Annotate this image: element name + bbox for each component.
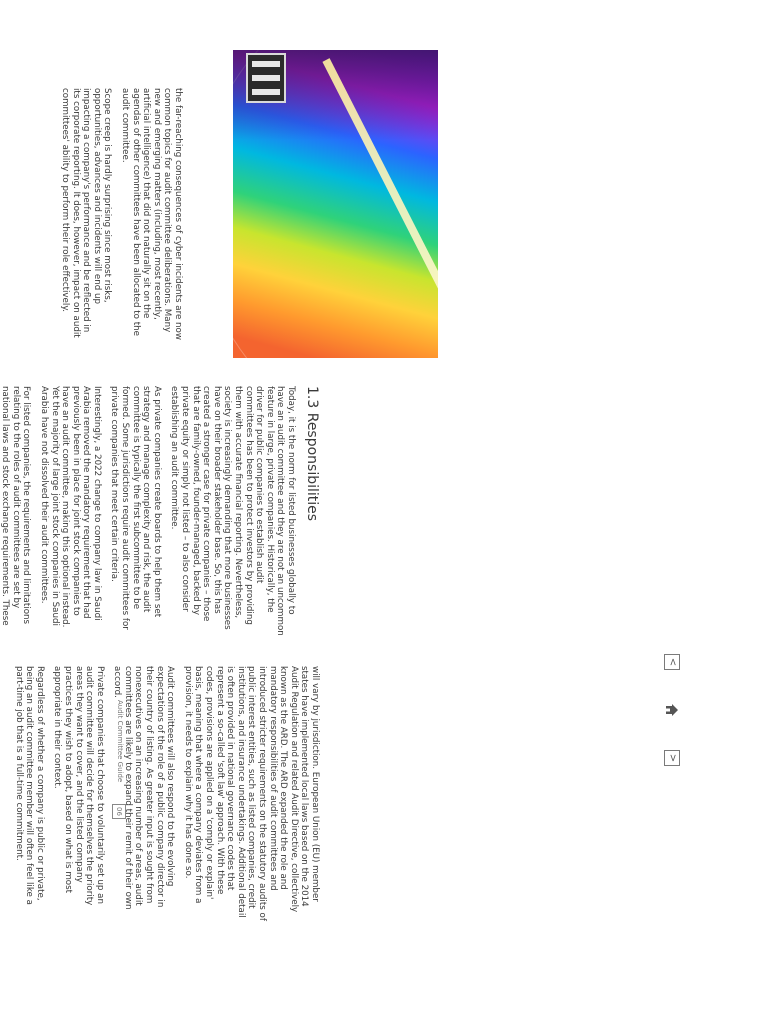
text-column-1 [52, 88, 183, 344]
text-column-3 [6, 666, 320, 921]
paragraph: For listed companies, the requirements and limitations relating to the roles of audit committees are set by national laws and stock exchange requirements. These [0, 386, 32, 626]
text-column-2 [0, 386, 320, 636]
footer-label: Audit Committee Guide [116, 700, 124, 783]
paragraph: As private companies create boards to help them set strategy and manage complexity and risk, the audit committee is typically the first subcommittee to be formed. Some jurisdictions require audit committees for private companies that meet certain criteria. [109, 386, 162, 630]
photo-window [246, 53, 286, 103]
chevron-left-icon: < [667, 657, 678, 667]
home-button[interactable] [664, 702, 680, 718]
paragraph: will vary by jurisdiction. European Union (EU) member states have implemented local laws based on the 2014 Audit Regulation and related Audit Directive, collectively known as the ARD. The ARD expanded the role and mandatory responsibilities of audit committees and introduced stricter requirements on the statutory audits of public interest entities, such as listed companies, credit institutions, and insurance undertakings. Additional detail is often provided in national governance codes that represent a so-called 'soft law' approach. With these codes, provisions are applied on a 'comply or explain' basis, meaning that where a company deviates from a provision, it needs to explain why it has done so. [182, 666, 320, 921]
paragraph: Regardless of whether a company is public or private, being an audit committee member will often feel like a part-time job that is a full-time commitment. [13, 666, 45, 905]
page-number: 06 [112, 804, 126, 819]
paragraph: Interestingly, a 2022 change to company law in Saudi Arabia removed the mandatory requirement that had previously been in place for joint stock companies to have an audit committee, making this optional instead. Yet the majority of large joint stock companies in Saudi Arabia have not dissolved their audit committees. [38, 386, 102, 628]
section-heading: 1.3 Responsibilities [304, 386, 320, 522]
paragraph: the far-reaching consequences of cyber incidents are now common topics for audit committee deliberations. Many new and emerging matters (including, most recently, artificial intelligence) that did not naturally sit on the agendas of other committees have been allocated to the audit committee. [120, 88, 183, 340]
paragraph: Today, it is the norm for listed businesses globally to have an audit committee and they are not an uncommon feature in large, private companies. Historically, the driver for public companies to establish audit committees has been to protect investors by providing them with accurate financial reporting. Nevertheless, society is increasingly demanding that more businesses have on their broader stakeholder base. So, this has created a stronger case for private companies – those that are family-owned, founder-managed, backed by private equity or simply not listed – to also consider establishing an audit committee. [169, 386, 296, 636]
rainbow-architecture-photo [233, 50, 438, 358]
home-icon [664, 702, 680, 718]
chevron-right-icon: > [667, 753, 678, 763]
paragraph: Audit committees will also respond to the evolving expectations of the role of a public company director in their country of listing. As greater input is sought from nonexecutives on an increasing number of areas, audit committees are likely to expand their remit of their own accord. [112, 666, 176, 910]
paragraph: Private companies that choose to voluntarily set up an audit committee will decide for themselves the priority areas they want to cover, and the listed company practices they wish to adopt, based on what is most appropriate in their context. [52, 666, 105, 906]
page-navigation [662, 654, 680, 764]
next-page-button[interactable] [664, 750, 680, 766]
previous-page-button[interactable] [664, 654, 680, 670]
paragraph: Scope creep is hardly surprising since most risks, opportunities, advances and incidents will end up impacting a company's performance and be reflected in its corporate reporting. It does, however, impact on audit committees' ability to perform their role effectively. [60, 88, 113, 338]
